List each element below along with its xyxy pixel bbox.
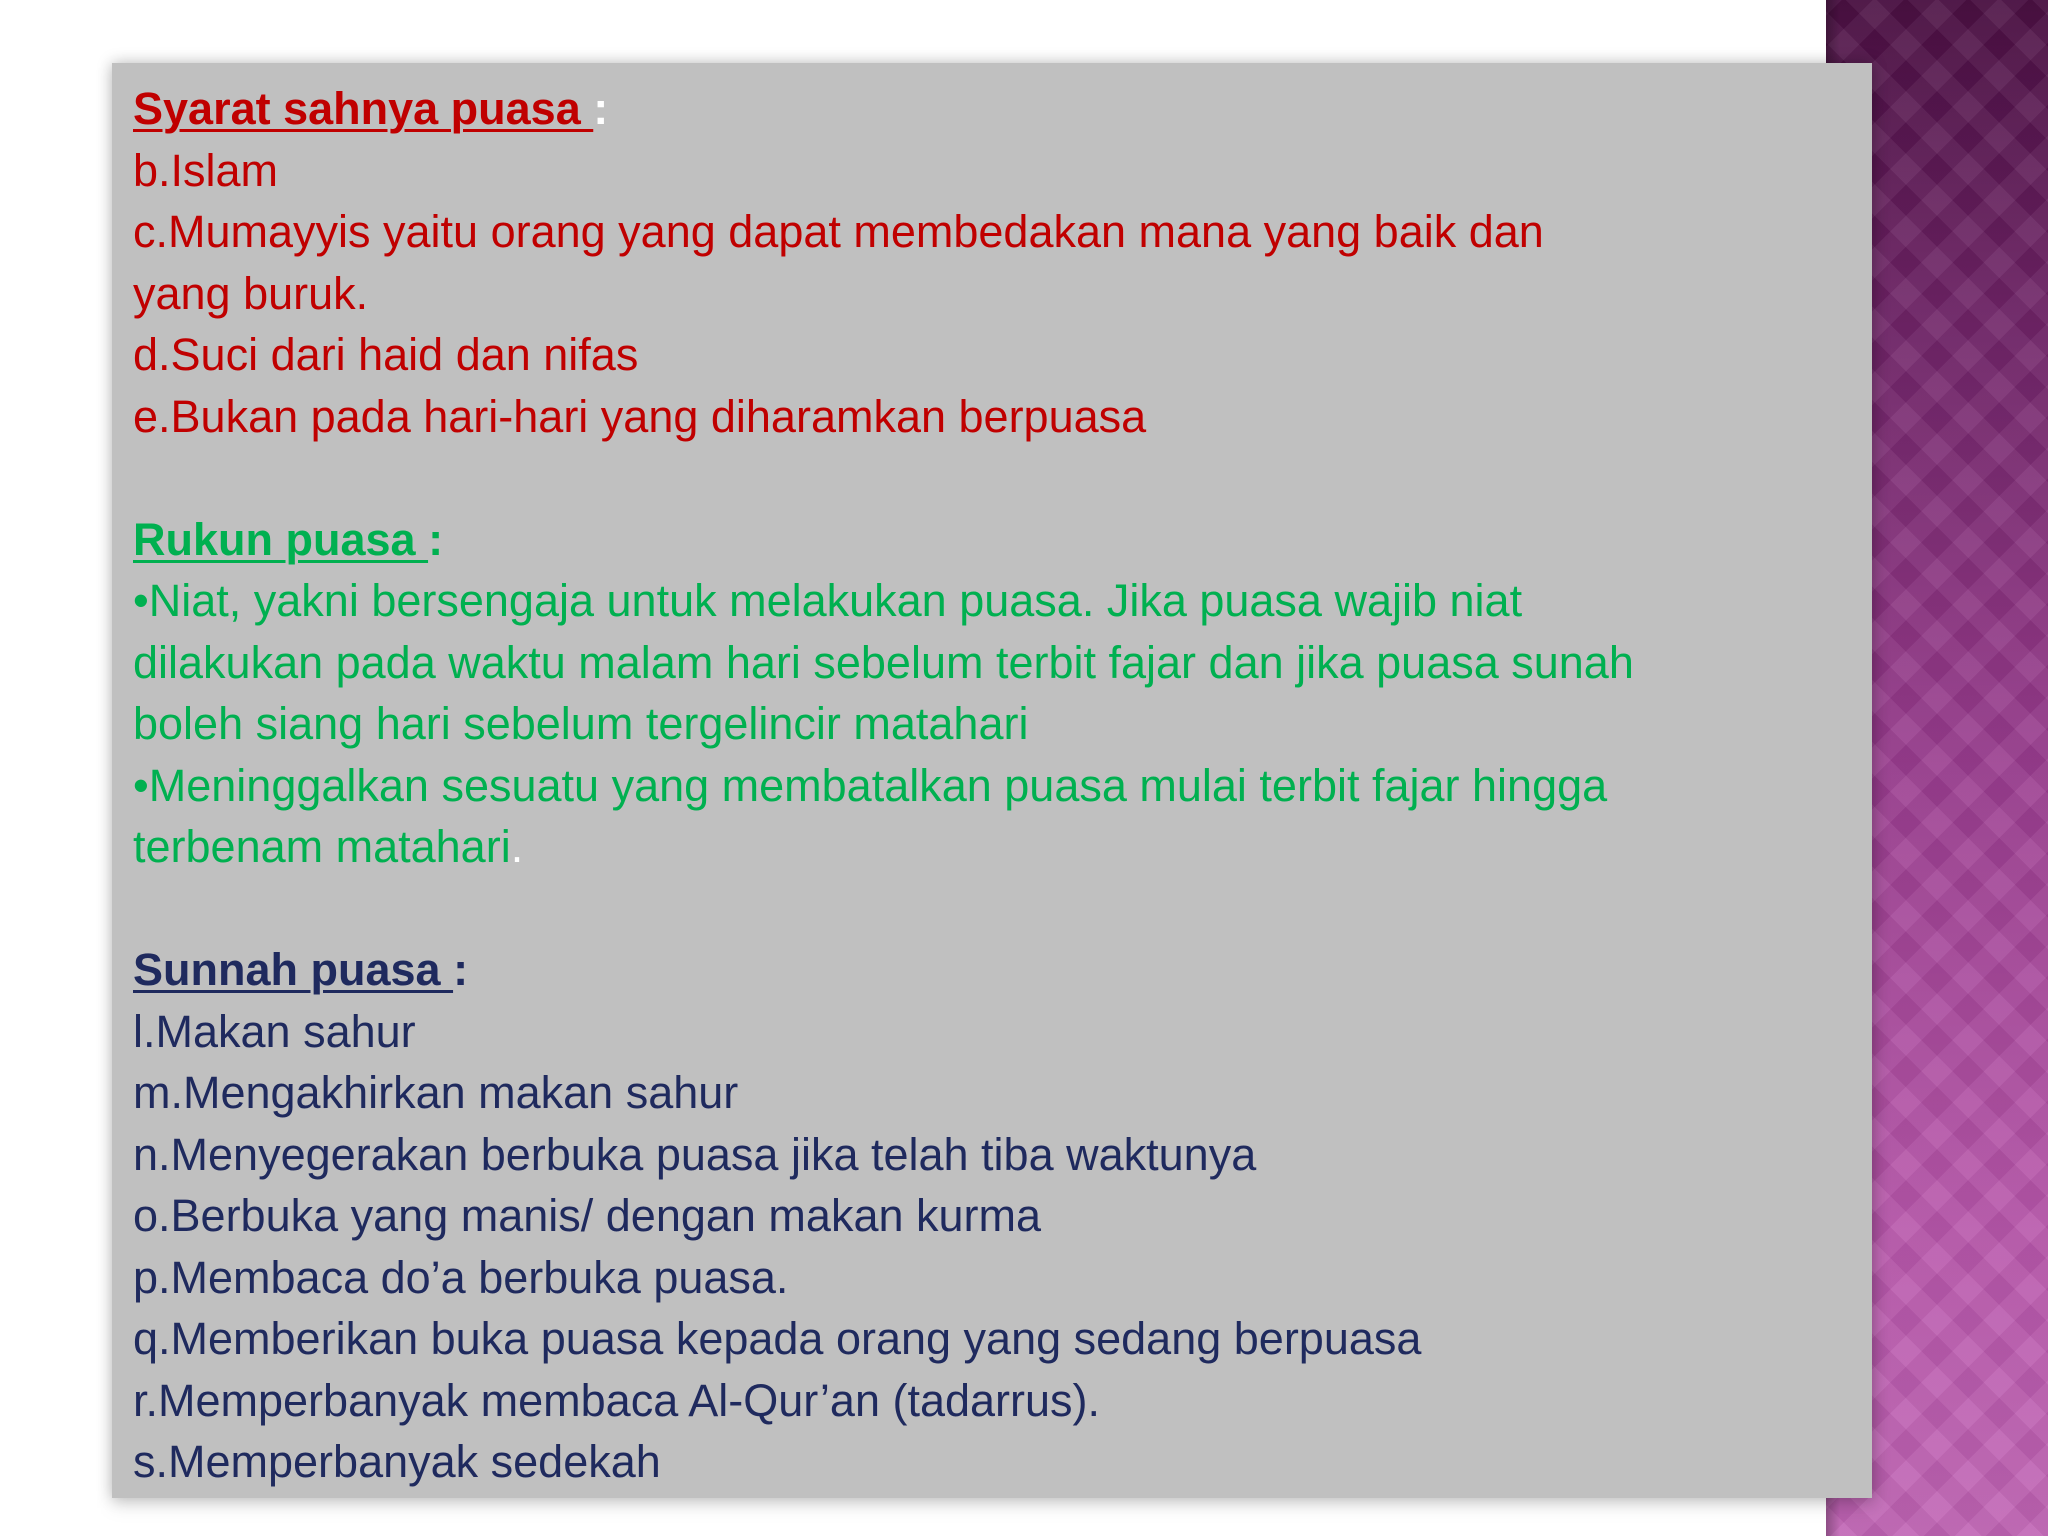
rukun-item-last: [133, 816, 1863, 878]
sunnah-item: o.Berbuka yang manis/ dengan makan kurma: [133, 1190, 1042, 1241]
sunnah-item: p.Membaca do’a berbuka puasa.: [133, 1251, 789, 1303]
sunnah-item: m.Mengakhirkan makan sahur: [133, 1067, 739, 1118]
rukun-heading-line: [133, 509, 1863, 571]
section-spacer: [133, 878, 1863, 940]
syarat-colon: :: [593, 83, 609, 134]
syarat-item: d.Suci dari haid dan nifas: [133, 329, 639, 380]
syarat-item: e.Bukan pada hari-hari yang diharamkan berpuasa: [133, 390, 1147, 442]
rukun-item: •Meninggalkan sesuatu yang membatalkan puasa mulai terbit fajar hingga: [133, 759, 1608, 811]
rukun-trailing-period: .: [510, 821, 524, 872]
syarat-item: yang buruk.: [133, 267, 369, 319]
rukun-item: •Niat, yakni bersengaja untuk melakukan puasa. Jika puasa wajib niat: [133, 575, 1523, 626]
sunnah-item: n.Menyegerakan berbuka puasa jika telah tiba waktunya: [133, 1128, 1257, 1180]
rukun-item: dilakukan pada waktu malam hari sebelum terbit fajar dan jika puasa sunah: [133, 636, 1634, 688]
section-spacer: [133, 447, 1863, 509]
rukun-item: terbenam matahari: [133, 821, 511, 872]
slide-text: [133, 78, 1863, 1493]
syarat-item: c.Mumayyis yaitu orang yang dapat membedakan mana yang baik dan: [133, 206, 1544, 257]
sunnah-heading: Sunnah puasa: [133, 944, 454, 995]
sunnah-item: r.Memperbanyak membaca Al-Qur’an (tadarrus).: [133, 1374, 1101, 1426]
sunnah-item: q.Memberikan buka puasa kepada orang yang sedang berpuasa: [133, 1313, 1422, 1364]
syarat-heading-line: [133, 78, 1863, 140]
sunnah-colon: :: [453, 944, 469, 995]
rukun-item: boleh siang hari sebelum tergelincir matahari: [133, 698, 1029, 749]
sunnah-item: l.Makan sahur: [133, 1005, 416, 1057]
sunnah-item: s.Memperbanyak sedekah: [133, 1436, 661, 1487]
sunnah-heading-line: [133, 939, 1863, 1001]
syarat-heading: Syarat sahnya puasa: [133, 83, 594, 134]
syarat-item: b.Islam: [133, 144, 279, 196]
rukun-heading: Rukun puasa: [133, 513, 429, 565]
rukun-colon: :: [428, 513, 444, 565]
